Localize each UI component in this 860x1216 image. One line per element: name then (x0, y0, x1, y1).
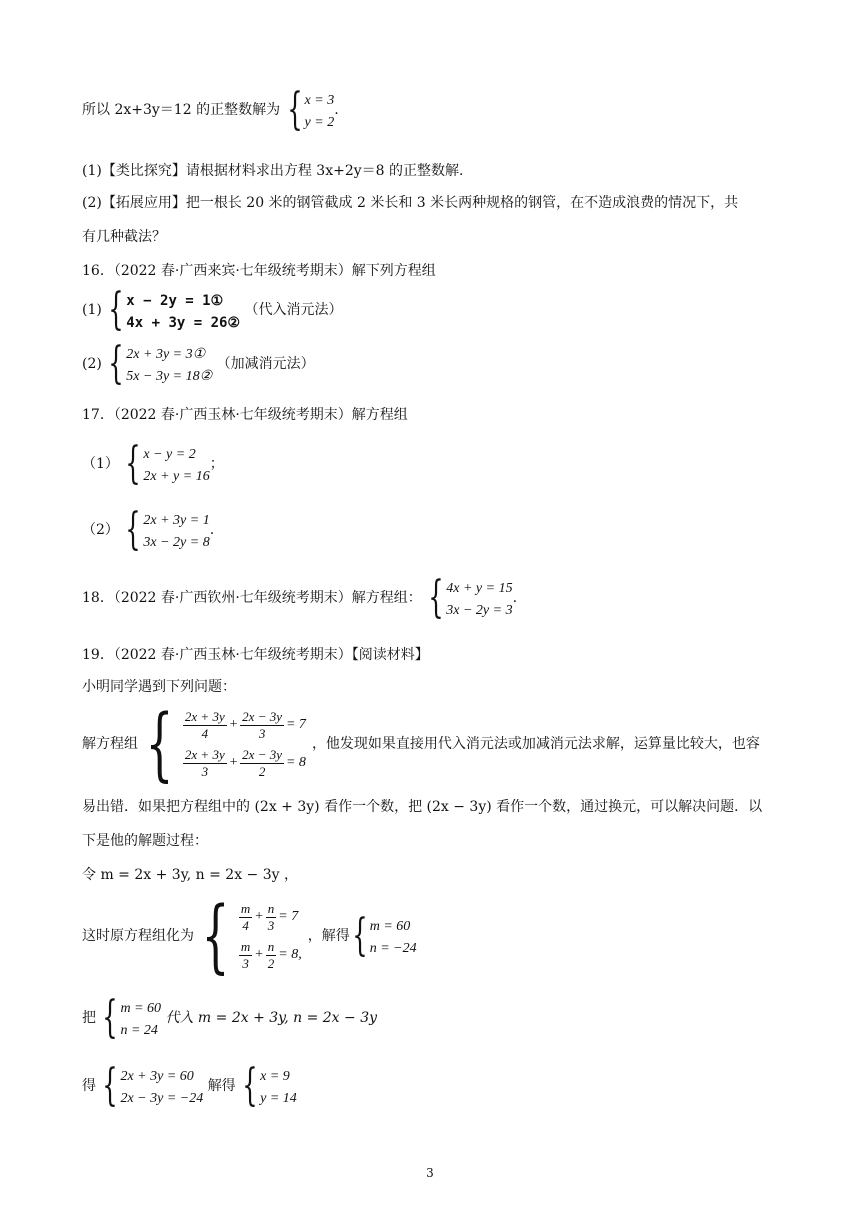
problem-18-title: 18．（2022 春·广西钦州·七年级统考期末）解方程组： (82, 590, 422, 606)
text: 所以 2x+3y＝12 的正整数解为 (82, 102, 281, 118)
text: 代入 m = 2x + 3y, n = 2x − 3y (165, 1010, 378, 1026)
text: ，解得 (307, 928, 350, 944)
problem-16-part1 (82, 284, 782, 335)
problem-19-line2: 易出错．如果把方程组中的 (2x + 3y) 看作一个数，把 (2x − 3y) 看作一个数，通过换元，可以解决问题．以 (82, 799, 763, 815)
text: . (512, 590, 518, 606)
problem-19-substitute (82, 992, 782, 1043)
solution-line (82, 84, 782, 135)
equation: 3x − 2y = 3 (446, 603, 513, 618)
text: . (334, 102, 339, 118)
equation-system: { m = 60 n = 24 (102, 992, 162, 1043)
text: 解得 (207, 1078, 236, 1094)
equation: y = 2 (304, 115, 335, 130)
equation: 2x + 3y = 60 (120, 1069, 194, 1084)
equation: 2x + 3y = 3① (126, 347, 206, 362)
text: ； (209, 456, 224, 472)
equation: 2x + 3y = 1 (143, 513, 210, 528)
equation-system: { 2x + 3y = 60 2x − 3y = −24 (102, 1060, 204, 1111)
question-2-line1: (2)【拓展应用】把一根长 20 米的钢管截成 2 米长和 3 米长两种规格的钢管，在不造成浪费的情况下，共 (82, 195, 739, 211)
equation: x = 3 (304, 93, 335, 108)
problem-18 (82, 572, 782, 623)
problem-16-part2 (82, 338, 782, 389)
problem-19-converted: 这时原方程组化为 { $\frac{m}{4}$ + $\frac{n}{3}$ = 7 $\frac{m}{3}$ + $\frac{n}{2}$ = 8, ，解得 { m = 60 n = −24 (82, 889, 417, 982)
equation-system: { 2x + 3y = 1 3x − 2y = 8 (125, 504, 210, 555)
equation: x − y = 2 (143, 447, 196, 462)
equation-system: { m = 60 n = −24 (352, 910, 417, 961)
text: . (209, 522, 215, 538)
equation-system: { 4x + y = 15 3x − 2y = 3 (428, 572, 513, 623)
question-2-line2: 有几种截法？ (82, 229, 166, 245)
fraction-equation: $\frac{2x + 3y}{3}$ + $\frac{2x - 3y}{2}$ = 8 (184, 746, 306, 779)
fraction-equation: $\frac{m}{3}$ + $\frac{n}{2}$ = 8, (240, 938, 302, 971)
equation: 2x + y = 16 (143, 469, 210, 484)
problem-17-title: 17．（2022 春·广西玉林·七年级统考期末）解方程组 (82, 407, 408, 423)
problem-17-part1 (82, 438, 782, 489)
equation: 3x − 2y = 8 (143, 535, 210, 550)
note: （加减消元法） (216, 356, 315, 372)
equation: x − 2y = 1① (126, 293, 224, 309)
equation-system: { x − 2y = 1① 4x + 3y = 26② (108, 284, 240, 335)
equation-system: { x − y = 2 2x + y = 16 (125, 438, 210, 489)
problem-19-title: 19．（2022 春·广西玉林·七年级统考期末）【阅读材料】 (82, 647, 429, 663)
problem-19-line3: 下是他的解题过程： (82, 833, 208, 849)
problem-19-system: 解方程组 { $\frac{2x + 3y}{4}$ + $\frac{2x - 3y}{3}$ = 7 $\frac{2x + 3y}{3}$ + $\frac{2x - 3y}{2}$ = 8 ，他发现如果直接用代入消元法或加减消元法求解，运算量比较大，也容 (82, 697, 760, 790)
fraction-equation: $\frac{2x + 3y}{4}$ + $\frac{2x - 3y}{3}$ = 7 (184, 708, 306, 741)
question-1: (1)【类比探究】请根据材料求出方程 3x+2y＝8 的正整数解. (82, 163, 464, 179)
label: （2） (82, 522, 119, 538)
equation: 2x − 3y = −24 (120, 1091, 204, 1106)
fraction-equation: $\frac{m}{4}$ + $\frac{n}{3}$ = 7 (240, 900, 299, 933)
equation: m = 60 (120, 1001, 162, 1016)
page-number: 3 (426, 1166, 434, 1180)
problem-17-part2 (82, 504, 782, 555)
equation-system: { x = 3 y = 2 (286, 84, 335, 135)
note: （代入消元法） (244, 302, 343, 318)
equation: 4x + y = 15 (446, 581, 513, 596)
text: 把 (82, 1010, 96, 1026)
equation: n = 24 (120, 1023, 158, 1038)
equation-system: { x = 9 y = 14 (242, 1060, 297, 1111)
problem-19-result (82, 1060, 782, 1111)
equation: x = 9 (260, 1069, 290, 1084)
label: （1） (82, 456, 119, 472)
problem-16-title: 16．（2022 春·广西来宾·七年级统考期末）解下列方程组 (82, 263, 436, 279)
equation: m = 60 (369, 919, 411, 934)
equation: n = −24 (369, 941, 417, 956)
text: 解方程组 (82, 736, 138, 752)
equation: 5x − 3y = 18② (126, 369, 213, 384)
label: (2) (82, 356, 102, 372)
problem-19-intro: 小明同学遇到下列问题： (82, 679, 236, 695)
text: 得 (82, 1078, 96, 1094)
text: 这时原方程组化为 (82, 928, 194, 944)
equation: 4x + 3y = 26② (126, 315, 240, 331)
text: ，他发现如果直接用代入消元法或加减消元法求解，运算量比较大，也容 (311, 736, 760, 752)
equation-system: { 2x + 3y = 3① 5x − 3y = 18② (108, 338, 213, 389)
equation: y = 14 (260, 1091, 297, 1106)
label: (1) (82, 302, 102, 318)
problem-19-let: 令 m = 2x + 3y, n = 2x − 3y ， (82, 867, 298, 883)
